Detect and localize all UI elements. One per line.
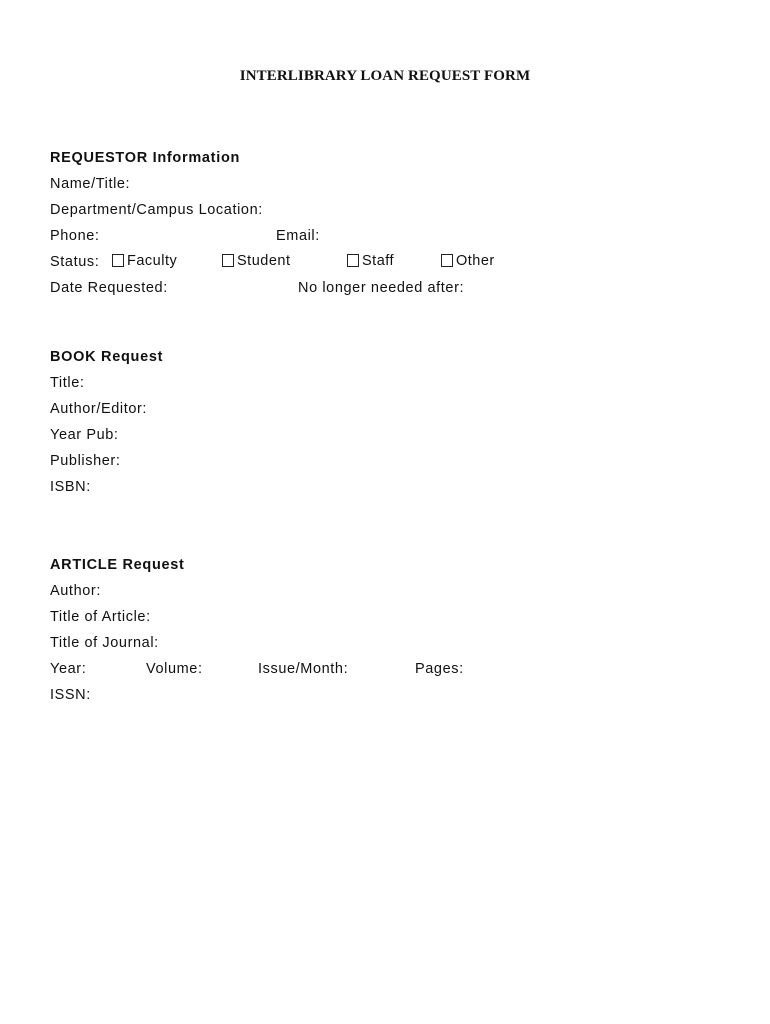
student-checkbox[interactable] bbox=[222, 254, 234, 267]
isbn-label: ISBN: bbox=[50, 479, 91, 495]
status-label: Status: bbox=[50, 254, 100, 270]
staff-checkbox[interactable] bbox=[347, 254, 359, 267]
title-of-article-label: Title of Article: bbox=[50, 609, 151, 625]
year-pub-label: Year Pub: bbox=[50, 427, 119, 443]
article-heading: ARTICLE Request bbox=[50, 557, 185, 573]
faculty-checkbox[interactable] bbox=[112, 254, 124, 267]
name-title-label: Name/Title: bbox=[50, 176, 131, 192]
faculty-label: Faculty bbox=[127, 253, 178, 269]
pages-label: Pages: bbox=[415, 661, 464, 677]
article-author-label: Author: bbox=[50, 583, 101, 599]
form-title: INTERLIBRARY LOAN REQUEST FORM bbox=[239, 68, 531, 84]
book-title-label: Title: bbox=[50, 375, 85, 391]
issue-month-label: Issue/Month: bbox=[258, 661, 349, 677]
other-checkbox[interactable] bbox=[441, 254, 453, 267]
requestor-heading: REQUESTOR Information bbox=[50, 150, 241, 166]
staff-label: Staff bbox=[362, 253, 395, 269]
phone-label: Phone: bbox=[50, 228, 100, 244]
student-label: Student bbox=[237, 253, 291, 269]
book-heading: BOOK Request bbox=[50, 349, 164, 365]
author-editor-label: Author/Editor: bbox=[50, 401, 148, 417]
email-label: Email: bbox=[276, 228, 320, 244]
year-label: Year: bbox=[50, 661, 87, 677]
date-requested-label: Date Requested: bbox=[50, 280, 168, 296]
volume-label: Volume: bbox=[146, 661, 203, 677]
title-of-journal-label: Title of Journal: bbox=[50, 635, 159, 651]
department-label: Department/Campus Location: bbox=[50, 202, 263, 218]
publisher-label: Publisher: bbox=[50, 453, 121, 469]
no-longer-needed-label: No longer needed after: bbox=[298, 280, 465, 296]
issn-label: ISSN: bbox=[50, 687, 91, 703]
other-label: Other bbox=[456, 253, 495, 269]
